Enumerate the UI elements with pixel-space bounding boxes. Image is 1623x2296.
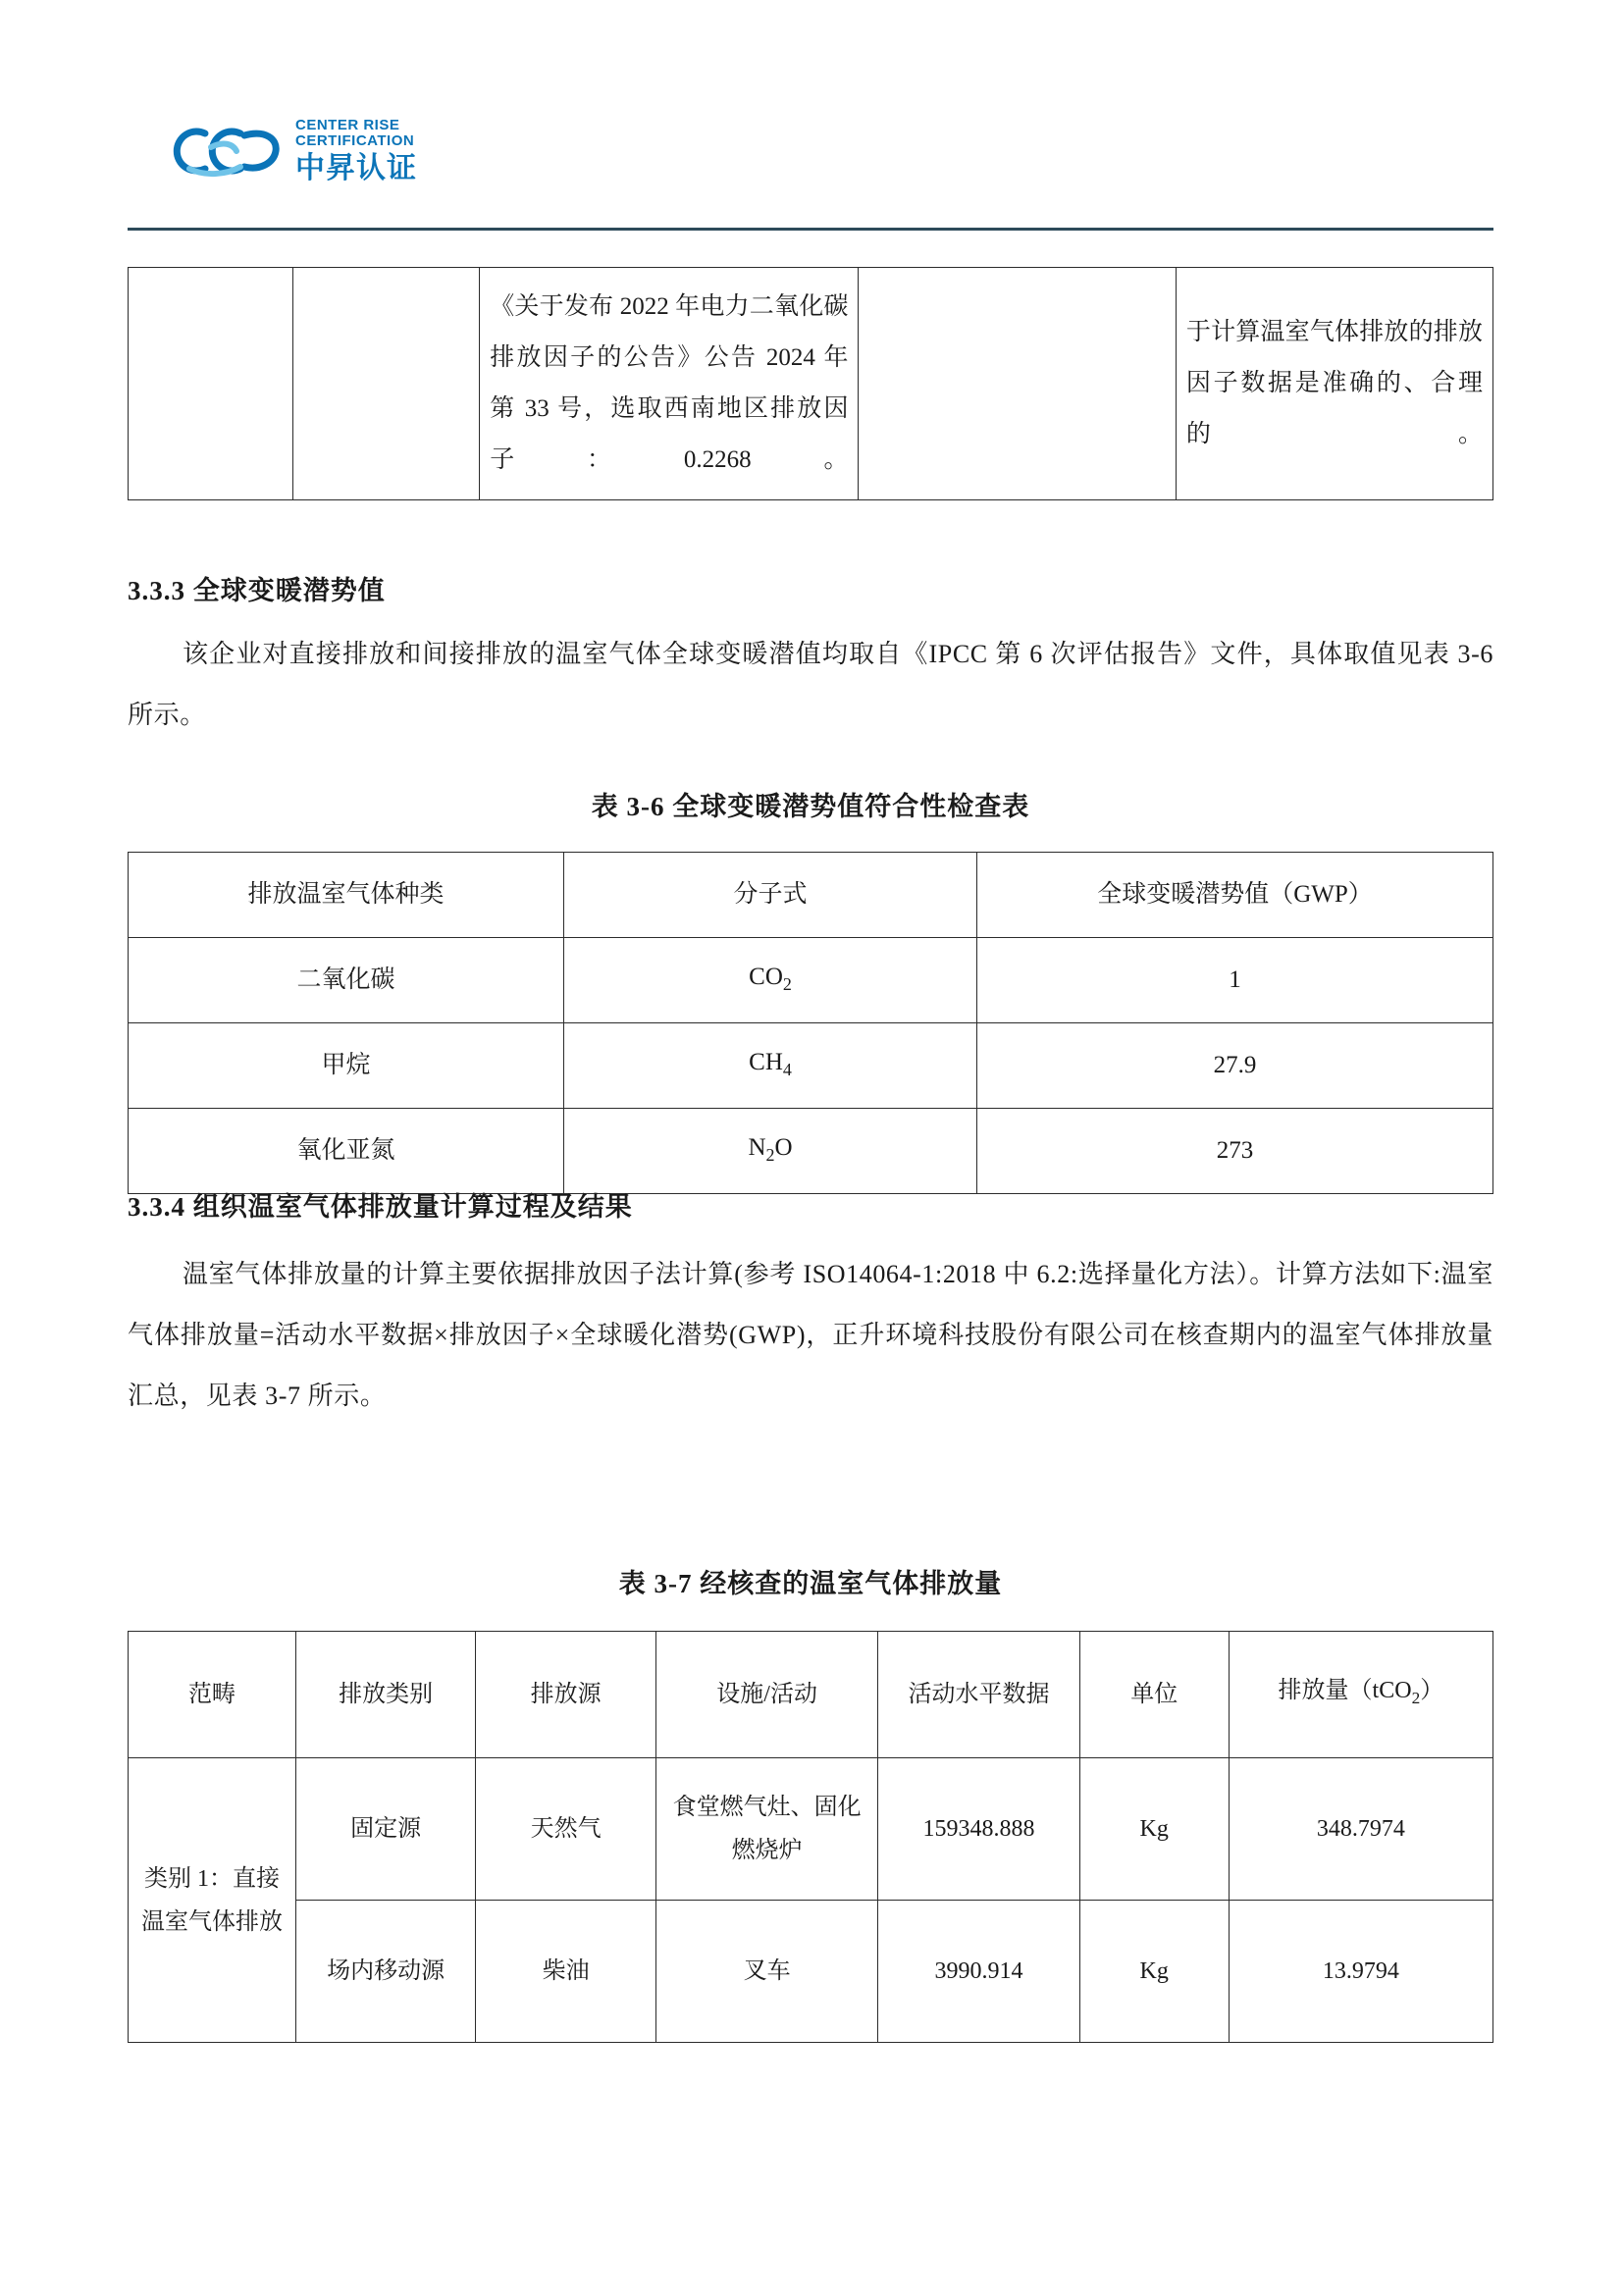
activity-data-row1: 159348.888: [878, 1758, 1079, 1901]
logo-chinese: 中昇认证: [295, 152, 417, 185]
table-row: [129, 1023, 1493, 1109]
formula-n2o-tail: O: [774, 1133, 793, 1161]
heading-3-3-3: 3.3.3 全球变暖潜势值: [128, 576, 386, 605]
table-37-caption: 表 3-7 经核查的温室气体排放量: [618, 1569, 1003, 1598]
gwp-n2o: 273: [977, 1109, 1493, 1194]
table-37-header-scope: 范畴: [129, 1632, 296, 1758]
gwp-ch4: 27.9: [977, 1023, 1493, 1109]
gwp-co2: 1: [977, 938, 1493, 1023]
table-row: [129, 268, 1493, 500]
company-logo: [172, 118, 466, 185]
formula-n2o: [564, 1109, 977, 1194]
facility-canteen-stove: 食堂燃气灶、固化燃烧炉: [655, 1758, 878, 1901]
table-37-header-source: 排放源: [476, 1632, 655, 1758]
emission-header-sub: 2: [1411, 1688, 1421, 1707]
reference-cell: 《关于发布 2022 年电力二氧化碳排放因子的公告》公告 2024 年 第 33 号，选取西南地区排放因子：0.2268。: [480, 268, 859, 500]
table-36-header-gwp: 全球变暖潜势值（GWP）: [977, 853, 1493, 938]
scope-category-1: 类别 1：直接温室气体排放: [129, 1758, 296, 2043]
formula-co2-sub: 2: [782, 973, 792, 994]
facility-forklift: 叉车: [655, 1901, 878, 2043]
formula-ch4-sub: 4: [782, 1059, 792, 1079]
table-36-grid: [128, 852, 1493, 1194]
table-row: [129, 1758, 1493, 1901]
empty-cell-2: [292, 268, 480, 500]
logo-english-line1: CENTER RISE: [295, 117, 400, 133]
table-36-header-formula: 分子式: [564, 853, 977, 938]
empty-cell-3: [859, 268, 1176, 500]
table-37-grid: [128, 1631, 1493, 2043]
heading-3-3-4: 3.3.4 组织温室气体排放量计算过程及结果: [128, 1192, 633, 1222]
table-37-header-emission: [1229, 1632, 1492, 1758]
species-co2: 二氧化碳: [129, 938, 564, 1023]
table-37: [128, 1631, 1493, 2043]
document-header: [172, 118, 466, 196]
table-37-header-category: 排放类别: [295, 1632, 475, 1758]
crc-logo-icon: [172, 118, 289, 184]
emission-row2: 13.9794: [1229, 1901, 1492, 2043]
emission-header-prefix: 排放量（tCO: [1278, 1678, 1412, 1704]
species-ch4: 甲烷: [129, 1023, 564, 1109]
formula-co2: [564, 938, 977, 1023]
table-37-header-activity-data: 活动水平数据: [878, 1632, 1079, 1758]
empty-cell-1: [129, 268, 293, 500]
paragraph-3-3-3: 该企业对直接排放和间接排放的温室气体全球变暖潜值均取自《IPCC 第 6 次评估报告》文件，具体取值见表 3-6 所示。: [128, 640, 1493, 729]
formula-co2-main: CO: [749, 963, 783, 990]
formula-n2o-main: N: [748, 1133, 766, 1161]
formula-ch4: [564, 1023, 977, 1109]
formula-ch4-main: CH: [749, 1048, 783, 1075]
emission-source-natural-gas: 天然气: [476, 1758, 655, 1901]
emission-row1: 348.7974: [1229, 1758, 1492, 1901]
emission-source-diesel: 柴油: [476, 1901, 655, 2043]
table-36: [128, 852, 1493, 1194]
activity-data-row2: 3990.914: [878, 1901, 1079, 2043]
unit-row2: Kg: [1079, 1901, 1229, 2043]
table-row: [129, 1901, 1493, 2043]
table-36-caption: 表 3-6 全球变暖潜势值符合性检查表: [591, 792, 1030, 821]
table-36-header-species: 排放温室气体种类: [129, 853, 564, 938]
continued-table-grid: [128, 267, 1493, 500]
emission-category-mobile: 场内移动源: [295, 1901, 475, 2043]
conclusion-cell: 于计算温室气体排放的排放因子数据是准确的、合理的。: [1176, 268, 1492, 500]
formula-n2o-sub: 2: [765, 1144, 775, 1165]
paragraph-3-3-4: 温室气体排放量的计算主要依据排放因子法计算(参考 ISO14064-1:2018 中 6.2:选择量化方法）。计算方法如下:温室气体排放量=活动水平数据×排放因子×全球暖化潜势(GWP)，正升环境科技股份有限公司在核查期内的温室气体排放量汇总，见表 3-7 所示。: [128, 1260, 1493, 1410]
species-n2o: 氧化亚氮: [129, 1109, 564, 1194]
logo-english-line2: CERTIFICATION: [295, 132, 415, 150]
table-header-row: [129, 853, 1493, 938]
table-row: [129, 1109, 1493, 1194]
continued-table: [128, 267, 1493, 500]
table-header-row: [129, 1632, 1493, 1758]
emission-category-stationary: 固定源: [295, 1758, 475, 1901]
unit-row1: Kg: [1079, 1758, 1229, 1901]
table-row: [129, 938, 1493, 1023]
table-37-header-unit: 单位: [1079, 1632, 1229, 1758]
logo-text: [295, 118, 417, 185]
table-37-header-facility: 设施/活动: [655, 1632, 878, 1758]
header-divider: [128, 228, 1493, 231]
emission-header-suffix: ）: [1420, 1678, 1444, 1704]
